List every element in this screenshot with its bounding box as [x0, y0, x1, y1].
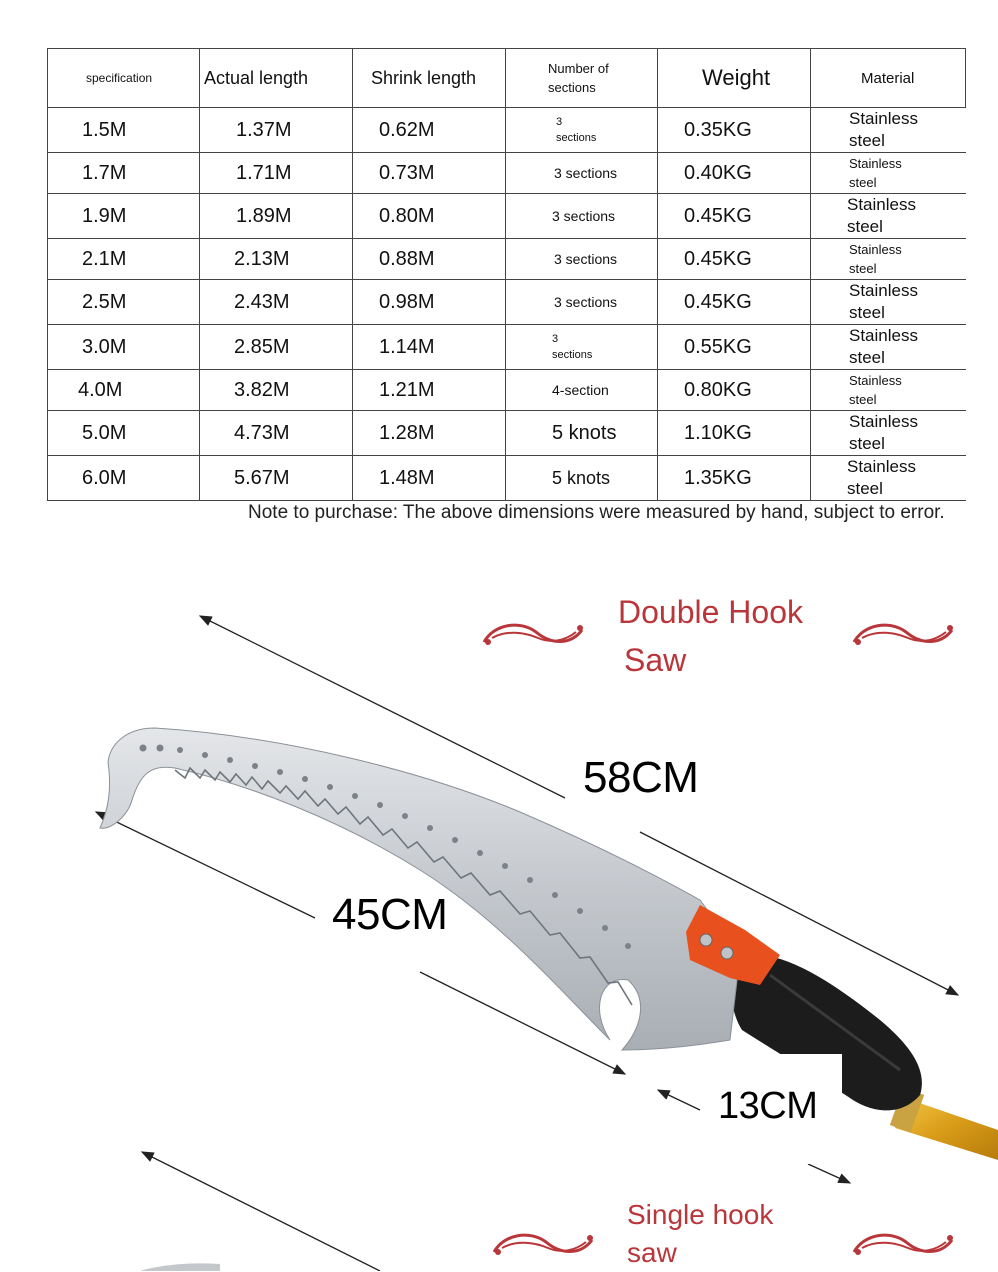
header-material: Material [811, 49, 966, 108]
table-row [48, 239, 966, 280]
cell-weight: 0.40KG [658, 153, 811, 194]
single-hook-title-line2: saw [627, 1237, 677, 1268]
swirl-ornament-right-top [850, 616, 956, 652]
cell-sections: 5 knots [506, 411, 658, 456]
cell-material: Stainless steel [811, 108, 966, 153]
single-hook-title [627, 1196, 773, 1272]
header-specification: specification [48, 49, 200, 108]
cell-sections: 3 sections [506, 108, 658, 153]
cell-spec: 6.0M [48, 456, 200, 501]
cell-material: Stainless steel [811, 194, 966, 239]
cell-sections: 5 knots [506, 456, 658, 501]
cell-actual: 1.71M [200, 153, 353, 194]
cell-shrink: 1.28M [353, 411, 506, 456]
purchase-note: Note to purchase: The above dimensions were measured by hand, subject to error. [248, 502, 945, 523]
cell-material: Stainless steel [811, 280, 966, 325]
dimension-total-length: 58CM [583, 753, 699, 802]
cell-actual: 1.89M [200, 194, 353, 239]
cell-spec: 3.0M [48, 325, 200, 370]
table-row [48, 153, 966, 194]
cell-spec: 1.9M [48, 194, 200, 239]
double-hook-saw-illustration [0, 560, 998, 1271]
double-hook-title [618, 588, 803, 684]
header-shrink-length: Shrink length [353, 49, 506, 108]
table-row [48, 325, 966, 370]
cell-sections: 4-section [506, 370, 658, 411]
table-row [48, 280, 966, 325]
cell-spec: 1.5M [48, 108, 200, 153]
cell-weight: 0.45KG [658, 194, 811, 239]
double-hook-title-line2: Saw [624, 642, 687, 678]
swirl-ornament-left-bottom [490, 1226, 596, 1262]
cell-sections: 3 sections [506, 239, 658, 280]
cell-actual: 2.43M [200, 280, 353, 325]
cell-weight: 0.55KG [658, 325, 811, 370]
header-weight: Weight [658, 49, 811, 108]
cell-spec: 4.0M [48, 370, 200, 411]
cell-material: Stainless steel [811, 153, 966, 194]
cell-shrink: 1.14M [353, 325, 506, 370]
cell-shrink: 1.21M [353, 370, 506, 411]
cell-shrink: 0.80M [353, 194, 506, 239]
cell-sections: 3 sections [506, 280, 658, 325]
table-row [48, 370, 966, 411]
cell-weight: 1.35KG [658, 456, 811, 501]
cell-weight: 0.80KG [658, 370, 811, 411]
swirl-ornament-left-top [480, 616, 586, 652]
dimension-blade-length: 45CM [332, 890, 448, 939]
table-row [48, 108, 966, 153]
table-row [48, 411, 966, 456]
specification-table [47, 48, 966, 501]
table-row [48, 456, 966, 501]
cell-weight: 0.45KG [658, 239, 811, 280]
cell-material: Stainless steel [811, 456, 966, 501]
cell-weight: 1.10KG [658, 411, 811, 456]
cell-sections: 3 sections [506, 194, 658, 239]
cell-sections: 3 sections [506, 153, 658, 194]
swirl-ornament-right-bottom [850, 1226, 956, 1262]
cell-shrink: 0.88M [353, 239, 506, 280]
cell-actual: 5.67M [200, 456, 353, 501]
cell-spec: 1.7M [48, 153, 200, 194]
cell-material: Stainless steel [811, 370, 966, 411]
cell-shrink: 1.48M [353, 456, 506, 501]
cell-sections: 3 sections [506, 325, 658, 370]
header-number-of-sections: Number of sections [506, 49, 658, 108]
cell-material: Stainless steel [811, 411, 966, 456]
cell-actual: 2.13M [200, 239, 353, 280]
cell-spec: 2.5M [48, 280, 200, 325]
cell-spec: 2.1M [48, 239, 200, 280]
cell-actual: 2.85M [200, 325, 353, 370]
cell-spec: 5.0M [48, 411, 200, 456]
cell-shrink: 0.73M [353, 153, 506, 194]
header-actual-length: Actual length [200, 49, 353, 108]
cell-shrink: 0.98M [353, 280, 506, 325]
cell-actual: 1.37M [200, 108, 353, 153]
cell-weight: 0.35KG [658, 108, 811, 153]
dimension-handle-length: 13CM [718, 1085, 818, 1127]
single-hook-title-line1: Single hook [627, 1199, 774, 1230]
table-header-row [48, 49, 966, 108]
table-row [48, 194, 966, 239]
cell-actual: 3.82M [200, 370, 353, 411]
cell-actual: 4.73M [200, 411, 353, 456]
cell-material: Stainless steel [811, 325, 966, 370]
cell-shrink: 0.62M [353, 108, 506, 153]
cell-material: Stainless steel [811, 239, 966, 280]
cell-weight: 0.45KG [658, 280, 811, 325]
double-hook-title-line1: Double Hook [618, 594, 803, 630]
